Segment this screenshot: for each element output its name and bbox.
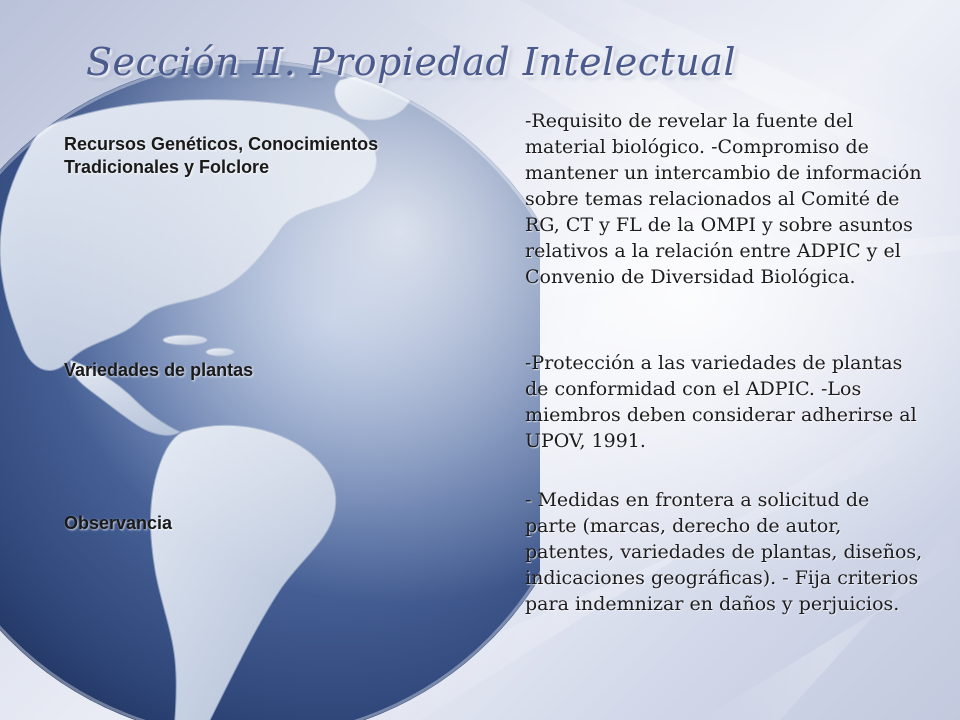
slide-title: Sección II. Propiedad Intelectual [86,40,737,84]
description-genetic-resources: -Requisito de revelar la fuente del material biológico. -Compromiso de mantener un intercambio de información sobre temas relacionados al Comité de RG, CT y FL de la OMPI y sobre asuntos relativos a la relación entre ADPIC y el Convenio de Diversidad Biológica. [525,110,922,288]
description-plant-varieties: -Protección a las variedades de plantas de conformidad con el ADPIC. -Los miembros deben considerar adherirse al UPOV, 1991. [525,352,917,452]
description-enforcement: - Medidas en frontera a solicitud de parte (marcas, derecho de autor, patentes, variedades de plantas, diseños, indicaciones geográficas). - Fija criterios para indemnizar en daños y perjuicios. [525,489,923,615]
topic-plant-varieties: Variedades de plantas [64,360,254,380]
topic-enforcement: Observancia [64,513,173,533]
topic-genetic-resources: Recursos Genéticos, Conocimientos Tradicionales y Folclore [64,134,379,177]
